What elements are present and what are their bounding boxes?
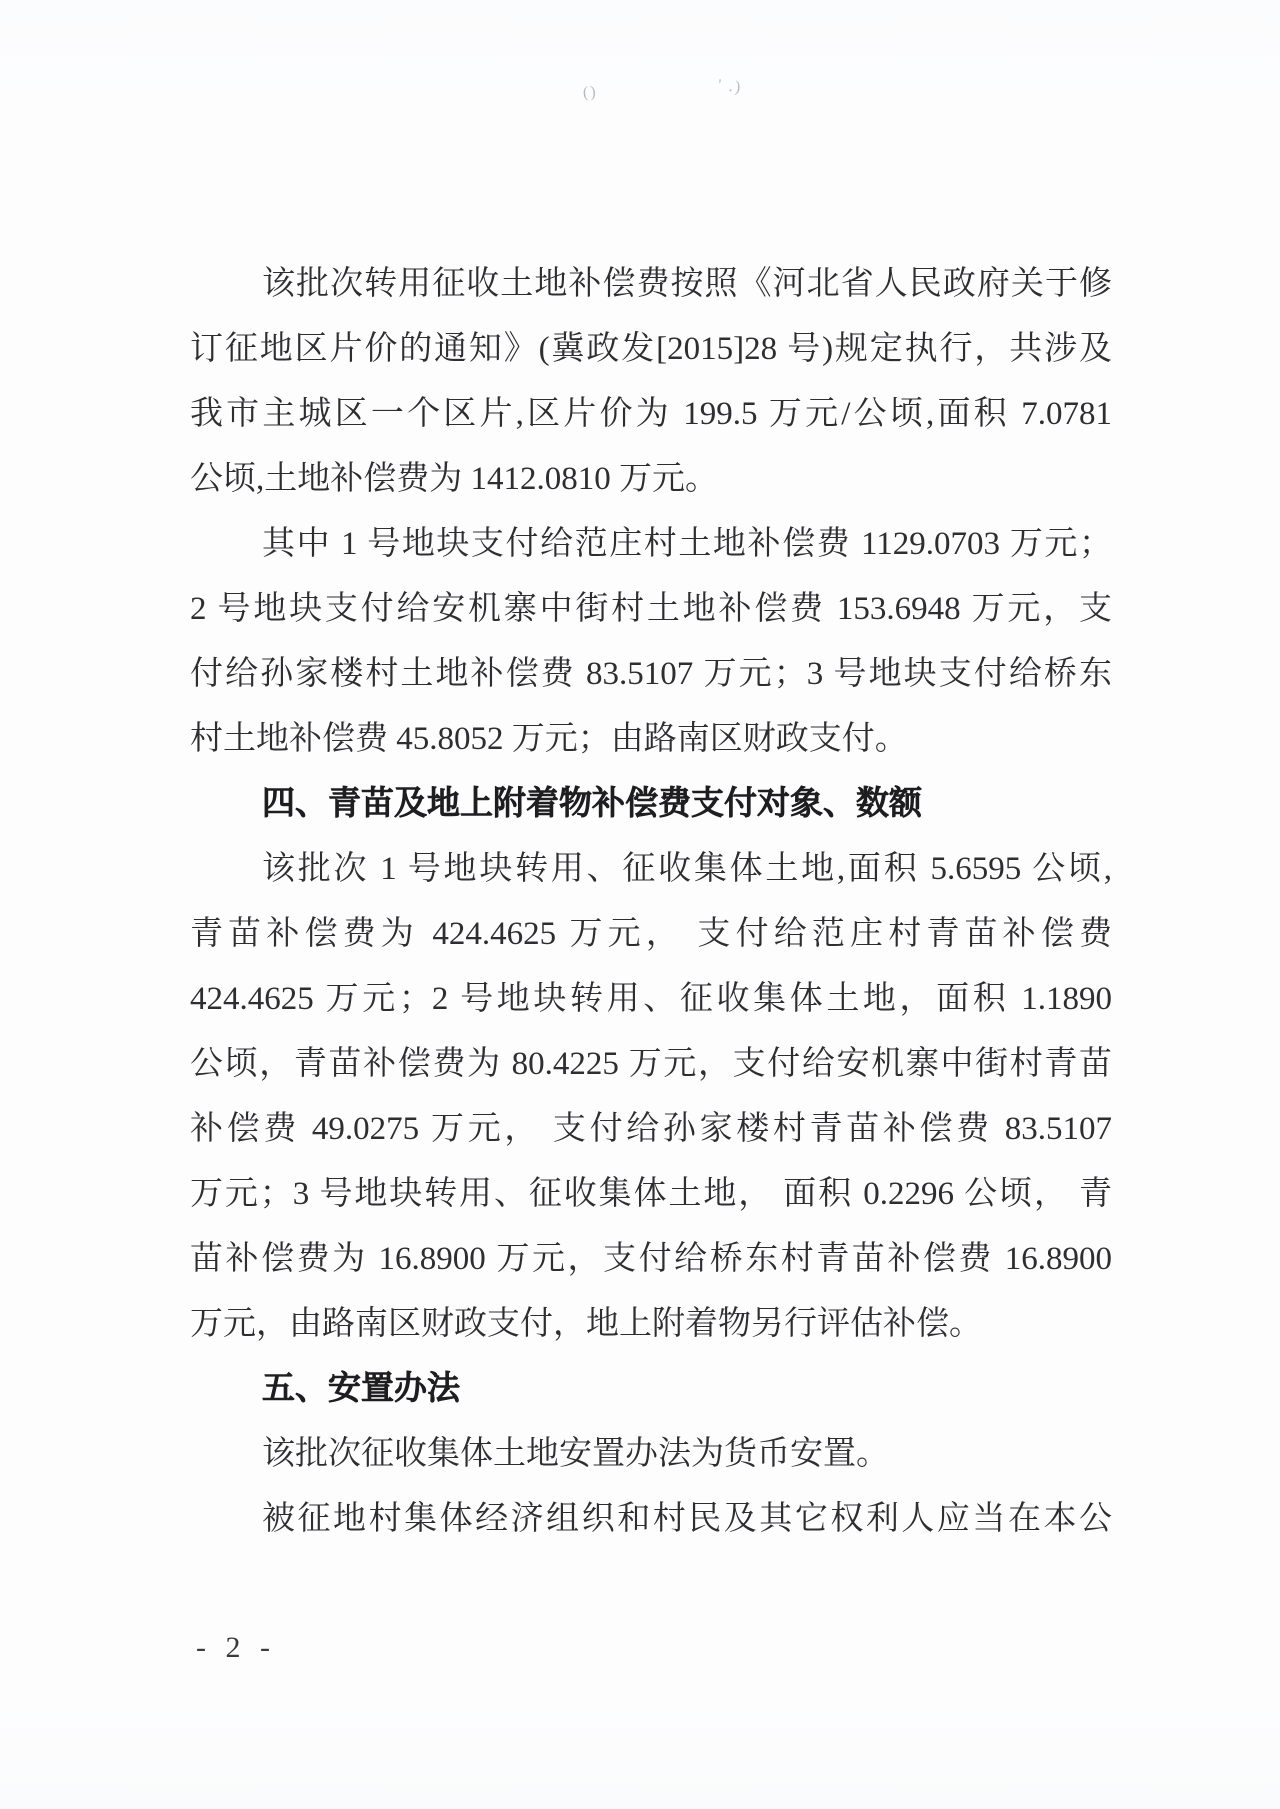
text-line: 订征地区片价的通知》(冀政发[2015]28 号)规定执行，共涉及 xyxy=(190,331,1112,367)
text-line: 2 号地块支付给安机寨中街村土地补偿费 153.6948 万元，支 xyxy=(190,591,1112,627)
text-line: 公顷,土地补偿费为 1412.0810 万元。 xyxy=(190,461,718,497)
text-line: 补偿费 49.0275 万元， 支付给孙家楼村青苗补偿费 83.5107 xyxy=(190,1111,1112,1147)
page-number: - 2 - xyxy=(196,1631,276,1664)
text-line: 万元，由路南区财政支付，地上附着物另行评估补偿。 xyxy=(190,1306,982,1342)
text-line: 该批次转用征收土地补偿费按照《河北省人民政府关于修 xyxy=(262,266,1112,302)
text-line: 付给孙家楼村土地补偿费 83.5107 万元；3 号地块支付给桥东 xyxy=(190,656,1112,692)
text-line: 万元；3 号地块转用、征收集体土地， 面积 0.2296 公顷， 青 xyxy=(190,1176,1112,1212)
text-line: 该批次征收集体土地安置办法为货币安置。 xyxy=(262,1436,889,1472)
section-heading: 五、安置办法 xyxy=(262,1371,460,1407)
document-body xyxy=(190,252,1112,1552)
text-line: 苗补偿费为 16.8900 万元，支付给桥东村青苗补偿费 16.8900 xyxy=(190,1241,1112,1277)
text-line: 该批次 1 号地块转用、征收集体土地,面积 5.6595 公顷, xyxy=(262,851,1112,887)
text-line: 青苗补偿费为 424.4625 万元， 支付给范庄村青苗补偿费 xyxy=(190,916,1112,952)
text-line: 公顷，青苗补偿费为 80.4225 万元，支付给安机寨中街村青苗 xyxy=(190,1046,1112,1082)
text-line: 其中 1 号地块支付给范庄村土地补偿费 1129.0703 万元； xyxy=(262,526,1112,562)
scan-smudge-left: () xyxy=(582,83,599,102)
text-line: 被征地村集体经济组织和村民及其它权利人应当在本公 xyxy=(262,1501,1112,1537)
text-line: 村土地补偿费 45.8052 万元；由路南区财政支付。 xyxy=(190,721,908,757)
text-line: 424.4625 万元；2 号地块转用、征收集体土地，面积 1.1890 xyxy=(190,981,1112,1017)
section-heading: 四、青苗及地上附着物补偿费支付对象、数额 xyxy=(262,786,922,822)
text-line: 我市主城区一个区片,区片价为 199.5 万元/公顷,面积 7.0781 xyxy=(190,396,1112,432)
scan-smudge-right: ' .) xyxy=(717,76,744,97)
